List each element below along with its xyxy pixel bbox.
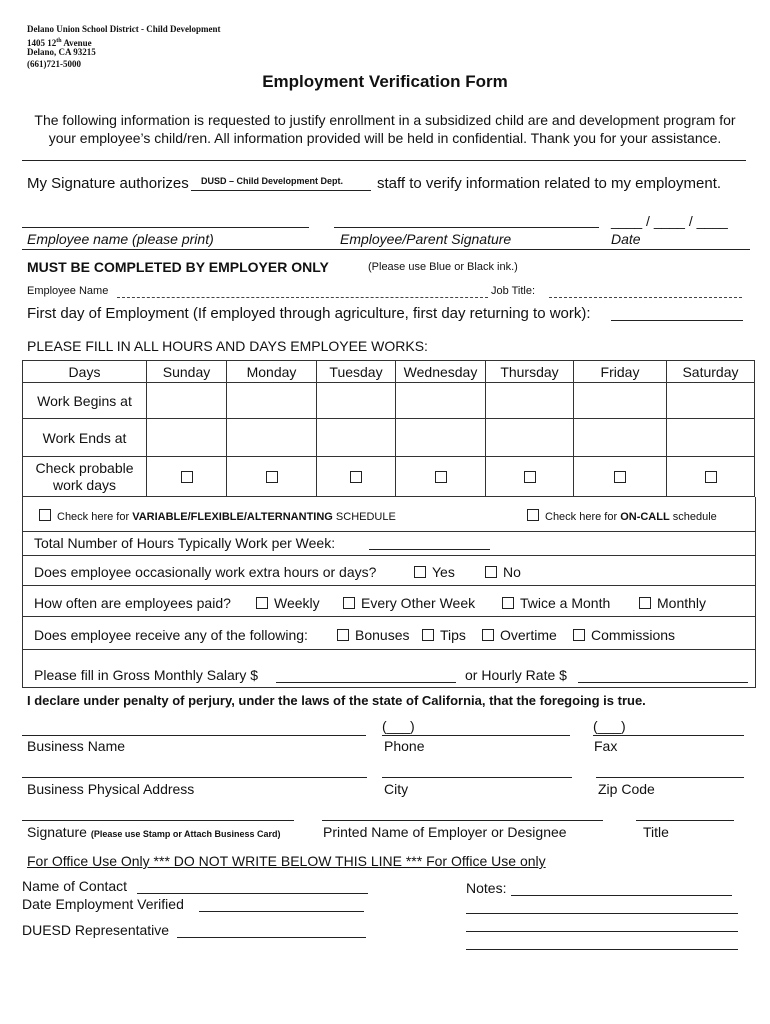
extra-hours-section <box>22 555 756 586</box>
tips-checkbox[interactable] <box>422 629 434 641</box>
wednesday-checkbox-cell <box>396 457 486 497</box>
weekly-option: Weekly <box>256 595 320 611</box>
friday-checkbox-cell <box>574 457 667 497</box>
table-row <box>23 419 755 457</box>
schedule-section <box>22 497 756 532</box>
ends-friday-cell[interactable] <box>574 419 667 457</box>
begins-saturday-cell[interactable] <box>667 383 755 419</box>
thursday-checkbox-cell <box>486 457 574 497</box>
no-option: No <box>485 564 521 580</box>
extra-hours-label: Does employee occasionally work extra hours or days? <box>34 564 377 580</box>
hourly-label: or Hourly Rate $ <box>465 667 567 683</box>
bonuses-checkbox[interactable] <box>337 629 349 641</box>
salary-section <box>22 649 756 688</box>
ends-sunday-cell[interactable] <box>147 419 227 457</box>
intro-line-2: your employee’s child/ren. All information provided will be held in confidential. Thank you for your assistance. <box>48 130 722 146</box>
printed-name-label: Printed Name of Employer or Designee <box>323 824 567 840</box>
table-row <box>23 457 755 497</box>
begins-tuesday-cell[interactable] <box>317 383 396 419</box>
sunday-checkbox[interactable] <box>181 471 193 483</box>
yes-checkbox[interactable] <box>414 566 426 578</box>
wednesday-checkbox[interactable] <box>435 471 447 483</box>
sunday-checkbox-cell <box>147 457 227 497</box>
no-checkbox[interactable] <box>485 566 497 578</box>
begins-thursday-cell[interactable] <box>486 383 574 419</box>
title-field[interactable] <box>636 820 734 821</box>
header-tuesday: Tuesday <box>317 361 396 383</box>
signature-field[interactable] <box>22 820 294 821</box>
header-saturday: Saturday <box>667 361 755 383</box>
notes-line-2[interactable] <box>466 913 738 914</box>
variable-schedule-checkbox[interactable] <box>39 509 51 521</box>
signature-note: (Please use Stamp or Attach Business Card) <box>90 829 281 839</box>
notes-line-4[interactable] <box>466 949 738 950</box>
pay-frequency-section <box>22 585 756 617</box>
phone-field[interactable] <box>382 735 570 736</box>
employee-signature-label: Employee/Parent Signature <box>340 231 512 247</box>
notes-line-1[interactable] <box>511 895 732 896</box>
phone-label: Phone <box>384 738 425 754</box>
office-use-banner: For Office Use Only *** DO NOT WRITE BELOW THIS LINE *** For Office Use only <box>27 853 546 869</box>
address-label: Business Physical Address <box>27 781 195 797</box>
employee-name-label-2: Employee Name <box>27 285 109 297</box>
begins-wednesday-cell[interactable] <box>396 383 486 419</box>
contact-field[interactable] <box>137 893 368 894</box>
commissions-checkbox[interactable] <box>573 629 585 641</box>
monday-checkbox-cell <box>227 457 317 497</box>
ink-note: (Please use Blue or Black ink.) <box>368 261 518 273</box>
notes-label: Notes: <box>466 880 507 896</box>
form-title: Employment Verification Form <box>262 72 508 91</box>
total-hours-label: Total Number of Hours Typically Work per Week: <box>34 535 336 551</box>
job-title-field[interactable] <box>549 297 742 298</box>
oncall-schedule-option: Check here for ON-CALL schedule <box>527 509 717 523</box>
intro-line-1: The following information is requested to justify enrollment in a subsidized child are and development program for <box>34 112 736 128</box>
district-city: Delano, CA 93215 <box>27 47 96 57</box>
phone-area-code: (___) <box>382 718 415 734</box>
business-name-label: Business Name <box>27 738 126 754</box>
employer-only-heading: MUST BE COMPLETED BY EMPLOYER ONLY <box>27 259 329 275</box>
total-hours-field[interactable] <box>369 549 490 550</box>
tuesday-checkbox-cell <box>317 457 396 497</box>
signature-label: Signature (Please use Stamp or Attach Business Card) <box>27 824 281 840</box>
fax-label: Fax <box>594 738 618 754</box>
title-label: Title <box>643 824 669 840</box>
salary-field[interactable] <box>276 682 456 683</box>
business-name-field[interactable] <box>22 735 366 736</box>
authorize-prefix: My Signature authorizes <box>27 175 189 192</box>
employee-signature-line[interactable] <box>334 227 599 228</box>
header-wednesday: Wednesday <box>396 361 486 383</box>
representative-label: DUESD Representative <box>22 922 170 938</box>
date-label: Date <box>611 231 641 247</box>
work-begins-label: Work Begins at <box>23 383 147 419</box>
contact-label: Name of Contact <box>22 878 128 894</box>
saturday-checkbox[interactable] <box>705 471 717 483</box>
begins-friday-cell[interactable] <box>574 383 667 419</box>
notes-line-3[interactable] <box>466 931 738 932</box>
printed-name-field[interactable] <box>322 820 603 821</box>
hours-table <box>22 360 755 497</box>
every-other-week-option: Every Other Week <box>343 595 475 611</box>
header-days: Days <box>23 361 147 383</box>
benefits-section <box>22 616 756 650</box>
pay-frequency-label: How often are employees paid? <box>34 595 231 611</box>
benefits-label: Does employee receive any of the following: <box>34 627 308 643</box>
date-verified-label: Date Employment Verified <box>22 896 184 912</box>
fill-hours-label: PLEASE FILL IN ALL HOURS AND DAYS EMPLOYEE WORKS: <box>27 338 428 354</box>
district-street: 1405 12th Avenue <box>27 37 92 48</box>
tips-option: Tips <box>422 627 466 643</box>
every-other-week-checkbox[interactable] <box>343 597 355 609</box>
header-sunday: Sunday <box>147 361 227 383</box>
yes-option: Yes <box>414 564 455 580</box>
begins-sunday-cell[interactable] <box>147 383 227 419</box>
overtime-option: Overtime <box>482 627 557 643</box>
oncall-schedule-checkbox[interactable] <box>527 509 539 521</box>
ends-thursday-cell[interactable] <box>486 419 574 457</box>
monthly-checkbox[interactable] <box>639 597 651 609</box>
twice-month-option: Twice a Month <box>502 595 610 611</box>
authorize-field[interactable] <box>191 176 371 191</box>
city-field[interactable] <box>382 777 572 778</box>
first-day-label: First day of Employment (If employed through agriculture, first day returning to work): <box>27 305 591 322</box>
authorize-value: DUSD – Child Development Dept. <box>201 176 344 186</box>
ends-monday-cell[interactable] <box>227 419 317 457</box>
overtime-checkbox[interactable] <box>482 629 494 641</box>
total-hours-section <box>22 531 756 556</box>
work-ends-label: Work Ends at <box>23 419 147 457</box>
authorize-suffix: staff to verify information related to my employment. <box>377 175 722 192</box>
table-header-row <box>23 361 755 383</box>
table-row <box>23 383 755 419</box>
zip-field[interactable] <box>596 777 744 778</box>
monday-checkbox[interactable] <box>266 471 278 483</box>
date-field[interactable]: ____ / ____ / ____ <box>611 213 728 229</box>
ends-saturday-cell[interactable] <box>667 419 755 457</box>
monthly-option: Monthly <box>639 595 706 611</box>
fax-field[interactable] <box>593 735 744 736</box>
district-name: Delano Union School District - Child Development <box>27 24 221 34</box>
header-thursday: Thursday <box>486 361 574 383</box>
bonuses-option: Bonuses <box>337 627 409 643</box>
header-monday: Monday <box>227 361 317 383</box>
begins-monday-cell[interactable] <box>227 383 317 419</box>
first-day-field[interactable] <box>611 320 743 321</box>
divider <box>22 160 746 161</box>
employee-name-field[interactable] <box>117 297 488 298</box>
friday-checkbox[interactable] <box>614 471 626 483</box>
thursday-checkbox[interactable] <box>524 471 536 483</box>
hourly-field[interactable] <box>578 682 748 683</box>
salary-label: Please fill in Gross Monthly Salary $ <box>34 667 259 683</box>
job-title-label: Job Title: <box>491 285 536 297</box>
representative-field[interactable] <box>177 937 366 938</box>
tuesday-checkbox[interactable] <box>350 471 362 483</box>
commissions-option: Commissions <box>573 627 675 643</box>
fax-area-code: (___) <box>593 718 626 734</box>
divider <box>22 249 750 250</box>
district-phone: (661)721-5000 <box>27 58 81 69</box>
zip-label: Zip Code <box>598 781 655 797</box>
perjury-declaration: I declare under penalty of perjury, under the laws of the state of California, that the foregoing is true. <box>27 693 646 708</box>
header-friday: Friday <box>574 361 667 383</box>
variable-schedule-option: Check here for VARIABLE/FLEXIBLE/ALTERNANTING SCHEDULE <box>39 509 396 523</box>
date-verified-field[interactable] <box>199 911 364 912</box>
address-field[interactable] <box>22 777 367 778</box>
ends-wednesday-cell[interactable] <box>396 419 486 457</box>
employee-name-line[interactable] <box>22 227 309 228</box>
employee-name-label: Employee name (please print) <box>27 231 214 247</box>
saturday-checkbox-cell <box>667 457 755 497</box>
ends-tuesday-cell[interactable] <box>317 419 396 457</box>
twice-month-checkbox[interactable] <box>502 597 514 609</box>
city-label: City <box>384 781 409 797</box>
weekly-checkbox[interactable] <box>256 597 268 609</box>
check-days-label: Check probable work days <box>23 457 147 497</box>
